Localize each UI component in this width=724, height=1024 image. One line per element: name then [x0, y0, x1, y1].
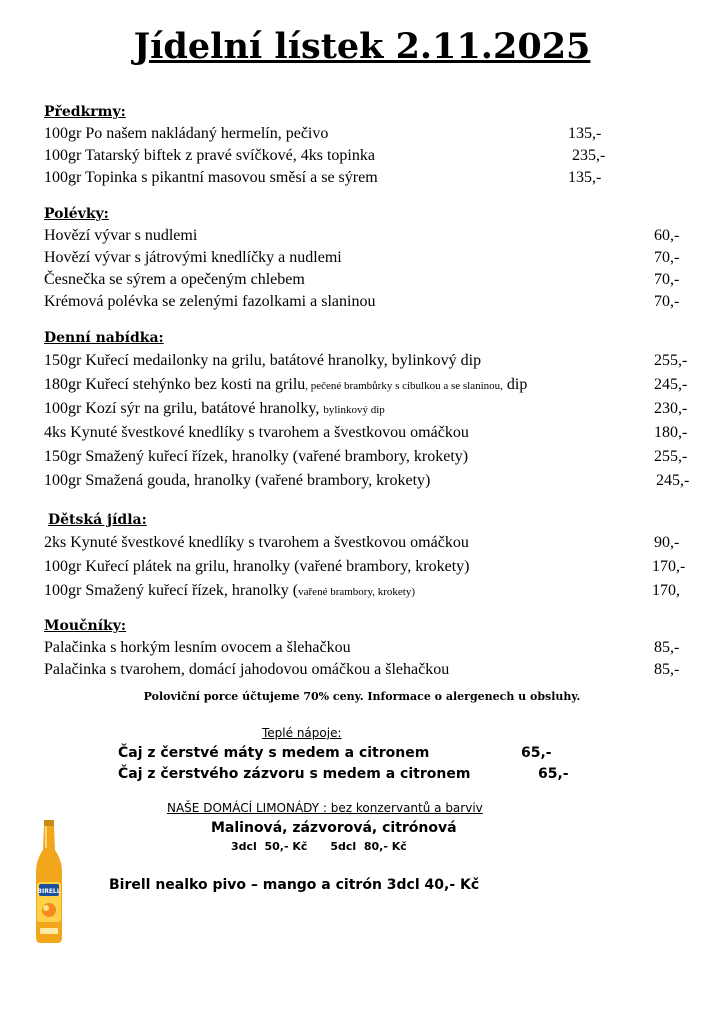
item-price: 85,- [654, 639, 680, 656]
beer-item: Birell nealko pivo – mango a citrón 3dcl 40,- Kč [109, 877, 480, 893]
menu-item [44, 269, 704, 291]
drink-name: Čaj z čerstvého zázvoru s medem a citronem [118, 766, 471, 782]
lemonade-flavors: Malinová, zázvorová, citrónová [211, 820, 457, 836]
item-price: 170,- [652, 558, 686, 575]
item-name: Palačinka s tvarohem, domácí jahodovou omáčkou a šlehačkou [44, 661, 450, 678]
menu-item [44, 225, 704, 247]
item-price: 255,- [654, 448, 688, 465]
item-name: 100gr Smažený kuřecí řízek, hranolky ( [44, 582, 299, 599]
menu-item [44, 247, 704, 269]
section-heading: Dětská jídla: [48, 512, 147, 528]
item-price: 70,- [654, 293, 680, 310]
drink-name: Čaj z čerstvé máty s medem a citronem [118, 745, 430, 761]
item-name: 2ks Kynuté švestkové knedlíky s tvarohem a švestkovou omáčkou [44, 534, 469, 551]
menu-item [44, 123, 704, 145]
menu-item [44, 397, 704, 421]
section-heading: Předkrmy: [44, 104, 126, 120]
allergen-note: Poloviční porce účtujeme 70% ceny. Informace o alergenech u obsluhy. [143, 690, 581, 703]
menu-item [44, 421, 704, 445]
warm-drinks-heading: Teplé nápoje: [262, 726, 342, 740]
item-price: 170, [652, 582, 680, 599]
item-price: 85,- [654, 661, 680, 678]
menu-item [44, 167, 704, 189]
menu-item [44, 145, 704, 167]
item-price: 230,- [654, 400, 688, 417]
menu-item [44, 469, 704, 493]
item-name: Česnečka se sýrem a opečeným chlebem [44, 271, 305, 288]
item-price: 135,- [568, 125, 602, 142]
item-name: 100gr Topinka s pikantní masovou směsí a se sýrem [44, 169, 378, 186]
item-price: 70,- [654, 249, 680, 266]
menu-item [44, 659, 704, 681]
item-price: 60,- [654, 227, 680, 244]
item-name: Hovězí vývar s nudlemi [44, 227, 198, 244]
item-price: 90,- [654, 534, 680, 551]
item-price: 70,- [654, 271, 680, 288]
menu-item [44, 445, 704, 469]
page-title: Jídelní lístek 2.11.2025 [133, 26, 591, 67]
item-note: bylinkový dip [323, 404, 385, 416]
section-polevky [44, 203, 704, 313]
menu-item [44, 531, 704, 555]
lemonade-heading: NAŠE DOMÁCÍ LIMONÁDY : bez konzervantů a barviv [167, 801, 483, 815]
item-name: 150gr Kuřecí medailonky na grilu, batátové hranolky, bylinkový dip [44, 352, 482, 369]
item-note: vařené brambory, krokety) [298, 586, 416, 598]
item-price: 255,- [654, 352, 688, 369]
item-price: 235,- [572, 147, 606, 164]
beer-bottle-image [34, 820, 64, 949]
item-name: 100gr Po našem nakládaný hermelín, pečivo [44, 125, 329, 142]
lemonade-prices: 3dcl 50,- Kč 5dcl 80,- Kč [231, 840, 407, 853]
item-name: Hovězí vývar s játrovými knedlíčky a nudlemi [44, 249, 342, 266]
drink-price: 65,- [538, 766, 569, 782]
item-name: 4ks Kynuté švestkové knedlíky s tvarohem a švestkovou omáčkou [44, 424, 469, 441]
menu-item [44, 373, 704, 397]
item-name: 100gr Tatarský biftek z pravé svíčkové, 4ks topinka [44, 147, 375, 164]
section-denni-nabidka [44, 327, 704, 493]
item-price: 180,- [654, 424, 688, 441]
section-moucniky [44, 615, 704, 681]
item-name: Palačinka s horkým lesním ovocem a šlehačkou [44, 639, 351, 656]
item-name: 100gr Kozí sýr na grilu, batátové hranolky, [44, 400, 324, 417]
item-price: 245,- [656, 472, 690, 489]
menu-item [44, 637, 704, 659]
item-price: 135,- [568, 169, 602, 186]
item-note: , pečené brambůrky s cibulkou a se slaninou, [305, 380, 503, 392]
section-heading: Moučníky: [44, 618, 127, 634]
bottle-label: BIRELL [37, 888, 61, 895]
menu-item [44, 555, 704, 579]
section-heading: Polévky: [44, 206, 109, 222]
item-name: 100gr Kuřecí plátek na grilu, hranolky (vařené brambory, krokety) [44, 558, 470, 575]
menu-item [44, 349, 704, 373]
item-name: 180gr Kuřecí stehýnko bez kosti na grilu [44, 376, 306, 393]
item-name: 100gr Smažená gouda, hranolky (vařené brambory, krokety) [44, 472, 431, 489]
drink-price: 65,- [521, 745, 552, 761]
menu-item [44, 579, 704, 603]
menu-item [44, 291, 704, 313]
section-predkrmy [44, 101, 704, 189]
section-detska-jidla [44, 509, 704, 603]
section-heading: Denní nabídka: [44, 330, 164, 346]
item-name: 150gr Smažený kuřecí řízek, hranolky (vařené brambory, krokety) [44, 448, 469, 465]
item-name-suffix: dip [502, 376, 528, 393]
item-name: Krémová polévka se zelenými fazolkami a slaninou [44, 293, 376, 310]
item-price: 245,- [654, 376, 688, 393]
